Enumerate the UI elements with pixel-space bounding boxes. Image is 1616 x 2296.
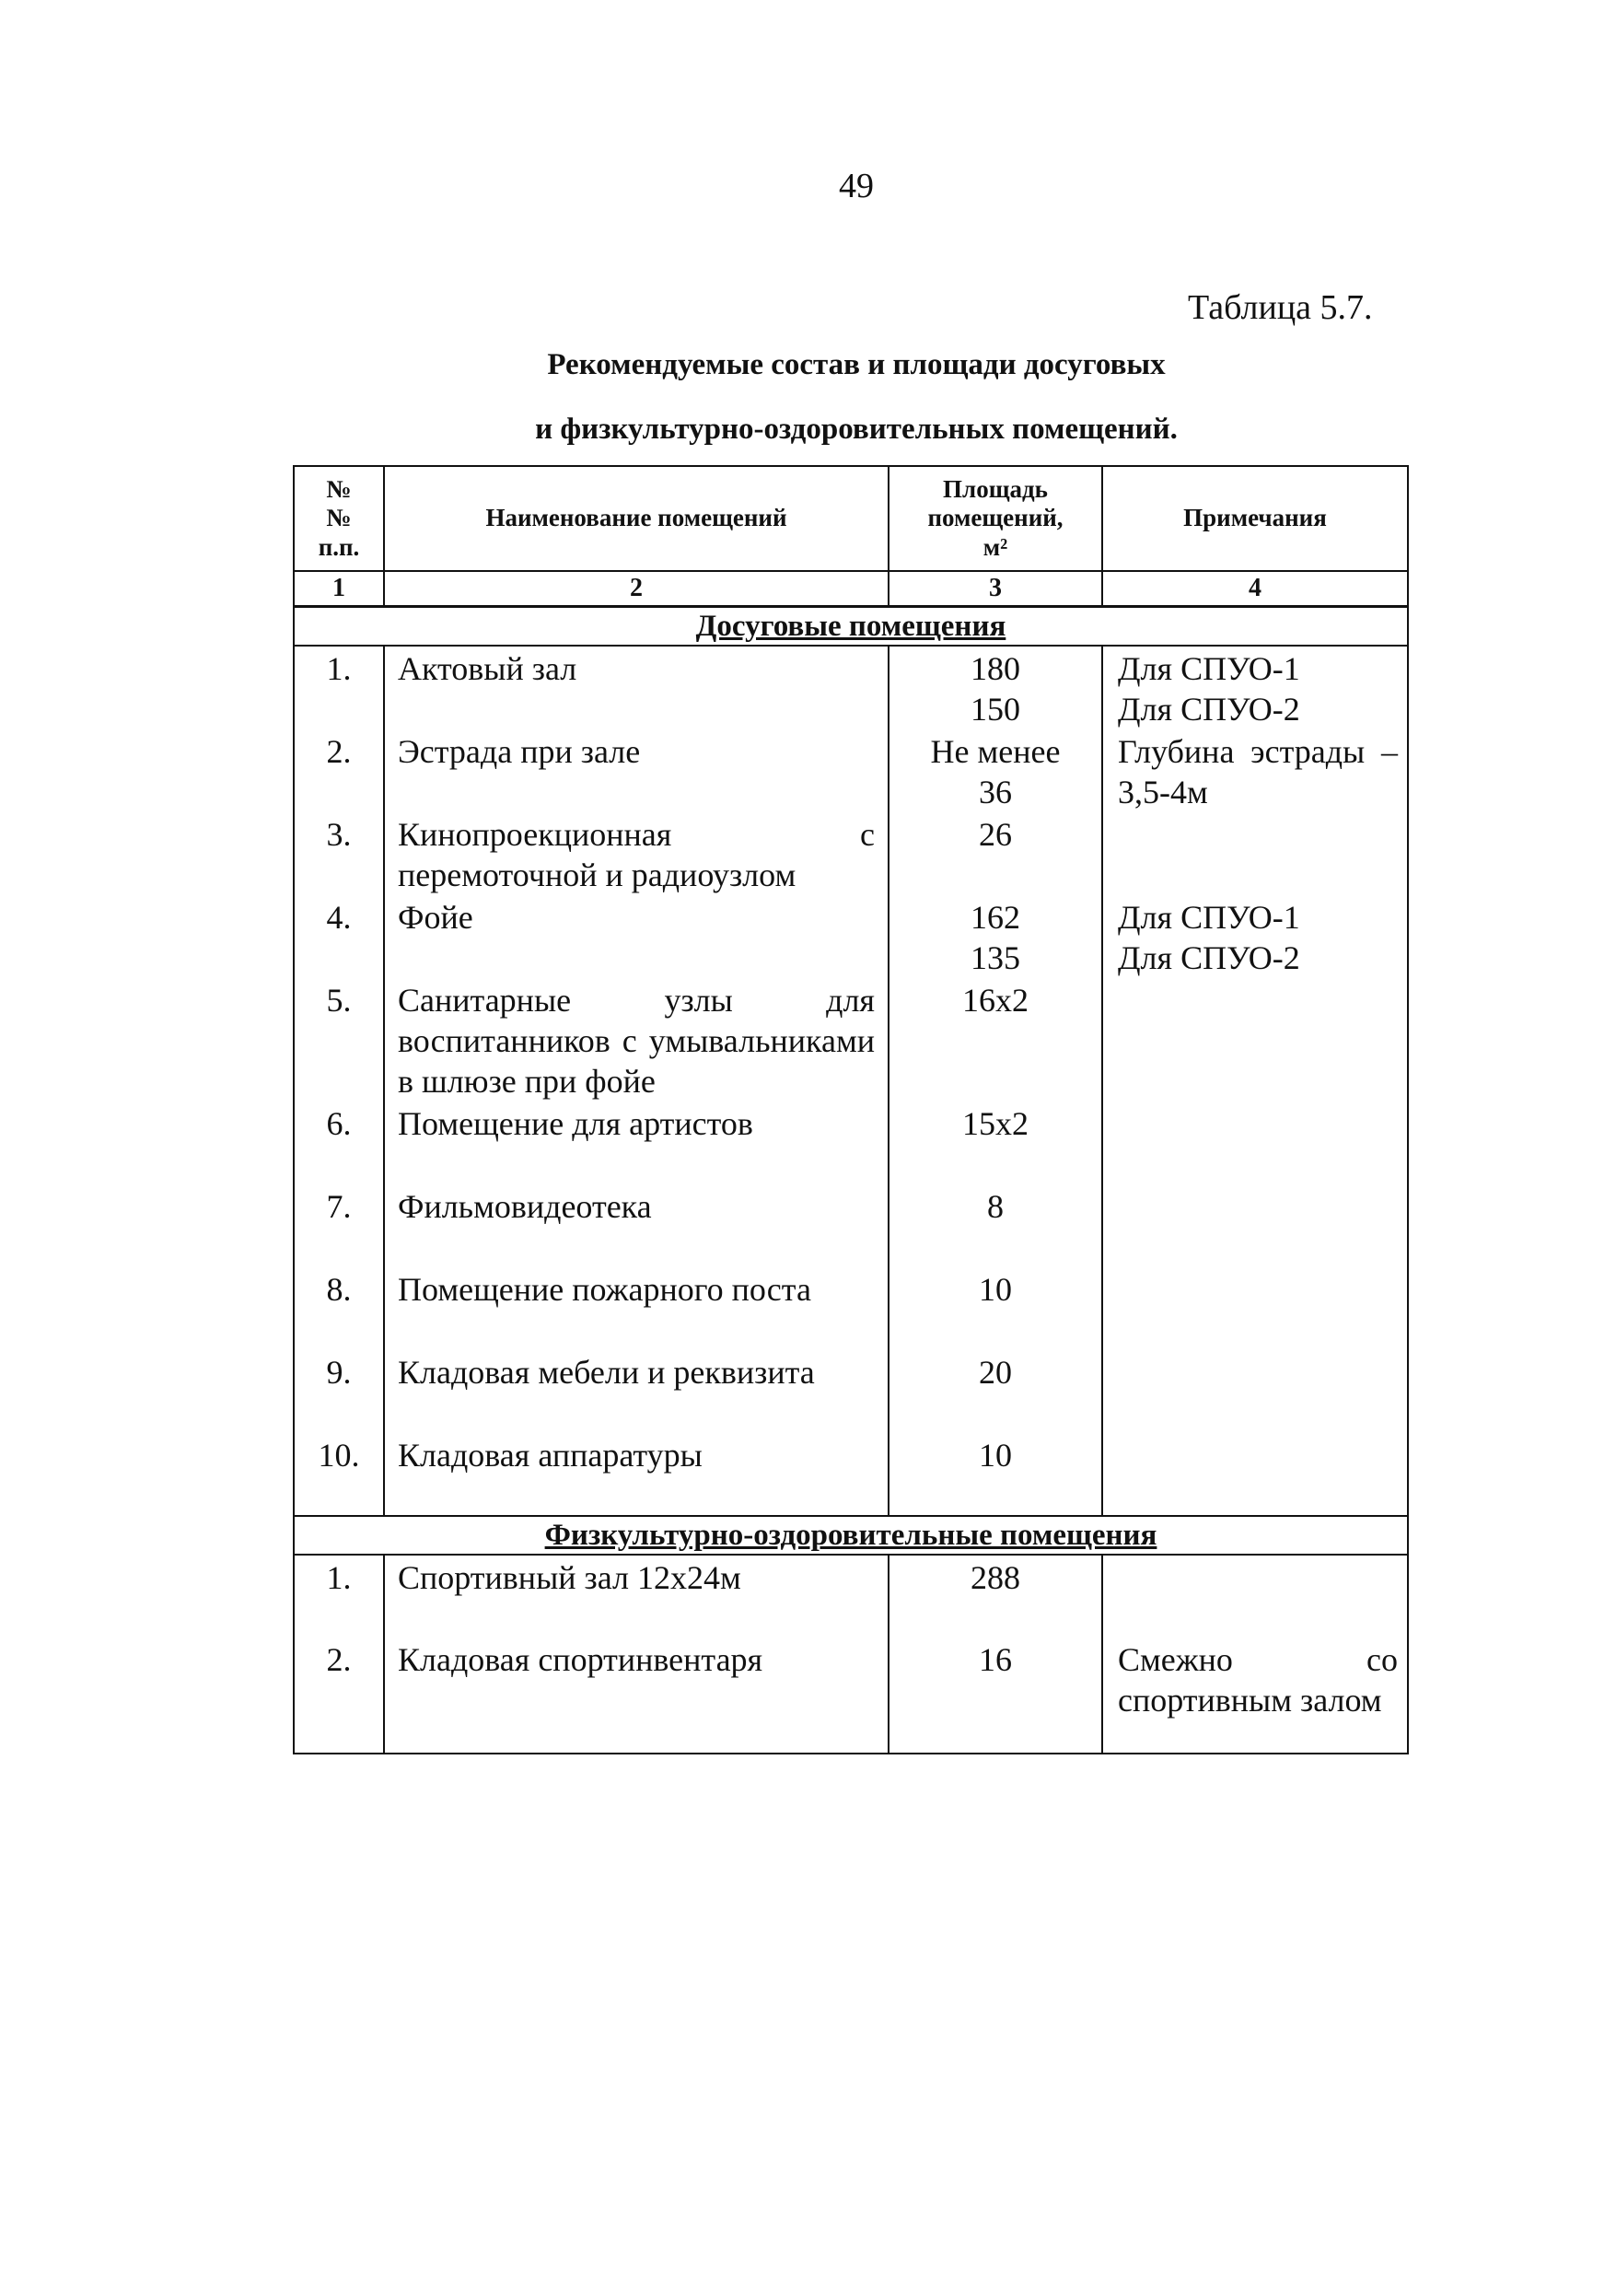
cell-area: 288 — [889, 1555, 1102, 1638]
cell-name: Кладовая мебели и реквизита — [384, 1350, 889, 1433]
cell-note — [1102, 1350, 1408, 1433]
table-title-line-1: Рекомендуемые состав и площади досуговых — [547, 348, 1166, 381]
column-number: 4 — [1102, 571, 1408, 607]
cell-name: Фильмовидеотека — [384, 1184, 889, 1267]
table-row — [294, 1555, 1408, 1638]
section-title-cell — [294, 1516, 1408, 1555]
section-title: Досуговые помещения — [695, 610, 1006, 643]
table-row — [294, 1101, 1408, 1184]
cell-num: 1. — [294, 646, 384, 729]
section-title-cell — [294, 607, 1408, 647]
table-row — [294, 1184, 1408, 1267]
header-num: № № п.п. — [294, 466, 384, 571]
cell-name: Санитарные узлы для воспитанников с умывальниками в шлюзе при фойе — [384, 978, 889, 1101]
cell-num: 9. — [294, 1350, 384, 1433]
cell-area: 15х2 — [889, 1101, 1102, 1184]
cell-note — [1102, 1267, 1408, 1350]
cell-num: 5. — [294, 978, 384, 1101]
cell-name: Спортивный зал 12х24м — [384, 1555, 889, 1638]
cell-name: Помещение для артистов — [384, 1101, 889, 1184]
cell-num: 2. — [294, 729, 384, 812]
cell-note — [1102, 1184, 1408, 1267]
cell-note — [1102, 978, 1408, 1101]
cell-area: Не менее 36 — [889, 729, 1102, 812]
cell-note: Глубина эстрады – 3,5-4м — [1102, 729, 1408, 812]
section-title: Физкультурно-оздоровительные помещения — [544, 1519, 1157, 1552]
cell-name: Фойе — [384, 895, 889, 978]
cell-num: 10. — [294, 1433, 384, 1516]
section-header-row — [294, 1516, 1408, 1555]
cell-area: 16х2 — [889, 978, 1102, 1101]
cell-area: 16 — [889, 1638, 1102, 1754]
table-header-row — [294, 466, 1408, 571]
rooms-table — [293, 465, 1409, 1754]
table-row — [294, 646, 1408, 729]
cell-num: 8. — [294, 1267, 384, 1350]
table-row — [294, 978, 1408, 1101]
column-number-row — [294, 571, 1408, 607]
section-header-row — [294, 607, 1408, 647]
cell-area: 20 — [889, 1350, 1102, 1433]
cell-area: 180 150 — [889, 646, 1102, 729]
header-notes: Примечания — [1102, 466, 1408, 571]
table-row — [294, 1638, 1408, 1754]
cell-name: Актовый зал — [384, 646, 889, 729]
cell-area: 162 135 — [889, 895, 1102, 978]
cell-note — [1102, 1555, 1408, 1638]
cell-name: Помещение пожарного поста — [384, 1267, 889, 1350]
column-number: 3 — [889, 571, 1102, 607]
table-row — [294, 729, 1408, 812]
header-area: Площадь помещений, м² — [889, 466, 1102, 571]
cell-area: 8 — [889, 1184, 1102, 1267]
table-row — [294, 895, 1408, 978]
table-row — [294, 1267, 1408, 1350]
cell-note — [1102, 812, 1408, 895]
cell-note: Для СПУО-1 Для СПУО-2 — [1102, 646, 1408, 729]
column-number: 2 — [384, 571, 889, 607]
cell-num: 7. — [294, 1184, 384, 1267]
cell-num: 3. — [294, 812, 384, 895]
cell-name: Кладовая спортинвентаря — [384, 1638, 889, 1754]
cell-num: 6. — [294, 1101, 384, 1184]
cell-num: 4. — [294, 895, 384, 978]
cell-note: Для СПУО-1 Для СПУО-2 — [1102, 895, 1408, 978]
cell-area: 26 — [889, 812, 1102, 895]
table-caption: Таблица 5.7. — [1188, 288, 1373, 327]
cell-note — [1102, 1433, 1408, 1516]
table-title-line-2: и физкультурно-оздоровительных помещений. — [535, 413, 1178, 446]
cell-note: Смежно со спортивным залом — [1102, 1638, 1408, 1754]
page-number: 49 — [839, 167, 874, 205]
cell-num: 1. — [294, 1555, 384, 1638]
header-name: Наименование помещений — [384, 466, 889, 571]
cell-name: Кладовая аппаратуры — [384, 1433, 889, 1516]
table-row — [294, 1350, 1408, 1433]
cell-area: 10 — [889, 1267, 1102, 1350]
table-row — [294, 812, 1408, 895]
column-number: 1 — [294, 571, 384, 607]
table-row — [294, 1433, 1408, 1516]
cell-area: 10 — [889, 1433, 1102, 1516]
cell-note — [1102, 1101, 1408, 1184]
cell-num: 2. — [294, 1638, 384, 1754]
cell-name: Кинопроекционная с перемоточной и радиоузлом — [384, 812, 889, 895]
cell-name: Эстрада при зале — [384, 729, 889, 812]
